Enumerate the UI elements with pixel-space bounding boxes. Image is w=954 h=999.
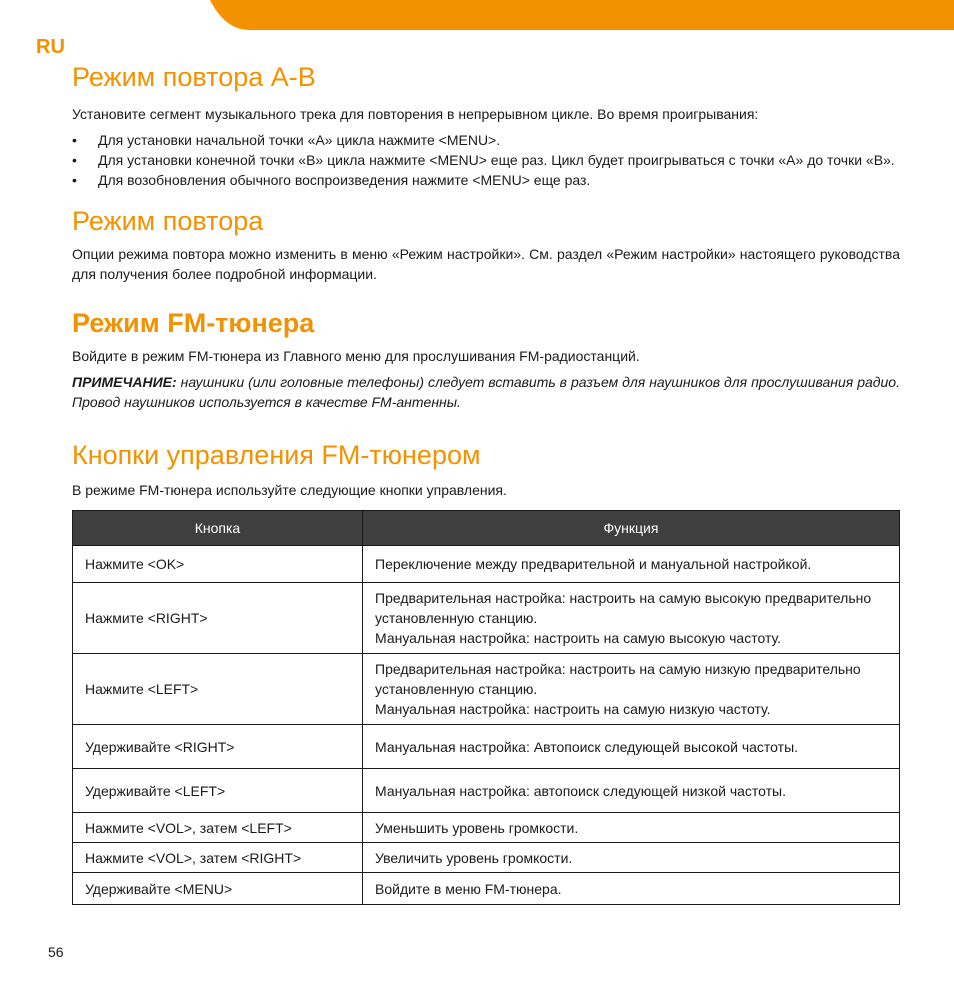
note-text: наушники (или головные телефоны) следует вставить в разъем для наушников для прослушивания радио. Провод наушников используется в качестве FM-антенны.	[72, 374, 900, 410]
table-row	[73, 769, 900, 813]
table-row	[73, 546, 900, 583]
table-row	[73, 654, 900, 725]
cell-button: Нажмите <OK>	[73, 546, 363, 583]
list-item: • Для установки конечной точки «B» цикла нажмите <MENU> еще раз. Цикл будет проигрываться с точки «A» до точки «B».	[72, 152, 895, 168]
table-header-row	[73, 511, 900, 546]
cell-button: Нажмите <LEFT>	[73, 654, 363, 725]
cell-function: Предварительная настройка: настроить на самую низкую предварительно установленную станцию. Мануальная настройка: настроить на самую низкую частоту.	[363, 654, 900, 725]
list-item: • Для установки начальной точки «A» цикла нажмите <MENU>.	[72, 132, 501, 148]
fm-note	[72, 372, 900, 412]
page-number: 56	[48, 944, 64, 960]
cell-function: Переключение между предварительной и мануальной настройкой.	[363, 546, 900, 583]
table-row	[73, 725, 900, 769]
cell-button: Нажмите <VOL>, затем <LEFT>	[73, 813, 363, 843]
cell-function: Мануальная настройка: Автопоиск следующей высокой частоты.	[363, 725, 900, 769]
note-label: ПРИМЕЧАНИЕ:	[72, 374, 177, 390]
cell-function: Войдите в меню FM-тюнера.	[363, 873, 900, 905]
cell-button: Удерживайте <RIGHT>	[73, 725, 363, 769]
controls-table	[72, 510, 900, 905]
cell-function: Уменьшить уровень громкости.	[363, 813, 900, 843]
table-row	[73, 813, 900, 843]
cell-button: Нажмите <VOL>, затем <RIGHT>	[73, 843, 363, 873]
header-function: Функция	[363, 511, 900, 546]
ab-repeat-list	[72, 130, 900, 190]
repeat-text: Опции режима повтора можно изменить в меню «Режим настройки». См. раздел «Режим настройки» настоящего руководства для получения более подробной информации.	[72, 246, 900, 282]
cell-function: Мануальная настройка: автопоиск следующей низкой частоты.	[363, 769, 900, 813]
heading-fm-controls: Кнопки управления FM-тюнером	[72, 440, 481, 470]
fm-text: Войдите в режим FM-тюнера из Главного меню для прослушивания FM-радиостанций.	[72, 348, 640, 364]
cell-button: Нажмите <RIGHT>	[73, 583, 363, 654]
cell-button: Удерживайте <LEFT>	[73, 769, 363, 813]
table-row	[73, 873, 900, 905]
ab-repeat-intro: Установите сегмент музыкального трека для повторения в непрерывном цикле. Во время проигрывания:	[72, 106, 759, 122]
heading-repeat: Режим повтора	[72, 206, 264, 236]
controls-intro: В режиме FM-тюнера используйте следующие кнопки управления.	[72, 482, 507, 498]
list-item: • Для возобновления обычного воспроизведения нажмите <MENU> еще раз.	[72, 172, 591, 188]
header-button: Кнопка	[73, 511, 363, 546]
cell-button: Удерживайте <MENU>	[73, 873, 363, 905]
language-label: RU	[36, 36, 65, 58]
cell-function: Предварительная настройка: настроить на самую высокую предварительно установленную станцию. Мануальная настройка: настроить на самую высокую частоту.	[363, 583, 900, 654]
table-row	[73, 843, 900, 873]
heading-ab-repeat: Режим повтора A-B	[72, 62, 316, 92]
heading-fm-tuner: Режим FM-тюнера	[72, 308, 315, 338]
page-content	[72, 60, 900, 905]
cell-function: Увеличить уровень громкости.	[363, 843, 900, 873]
header-accent-bar	[0, 0, 954, 30]
table-row	[73, 583, 900, 654]
